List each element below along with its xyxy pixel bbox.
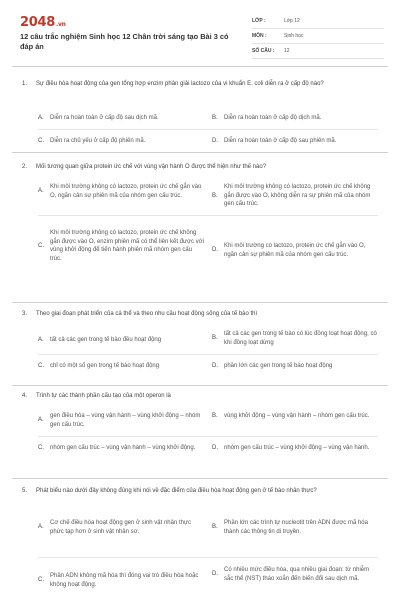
option-text: tất cả các gen trong tế bào có lúc đồng loạt hoạt động, có khi đồng loạt dừng xyxy=(224,331,377,346)
option-text: phần lớn các gen trong tế bào hoạt động xyxy=(224,363,333,369)
meta-value: Lớp 12 xyxy=(284,18,300,24)
question-divider xyxy=(12,152,388,153)
option-text: chỉ có một số gen trong tế bào hoạt động xyxy=(50,363,160,369)
meta-row-class xyxy=(252,14,384,29)
question-stem xyxy=(22,392,362,401)
option-text: Phần lớn các trình tự nucleotit trên ADN được mã hóa thành các thông tin di truyền. xyxy=(224,520,368,535)
question-stem xyxy=(22,310,362,319)
logo-text: 2048 xyxy=(20,15,55,30)
option-text: Diễn ra chủ yếu ở cấp độ phiên mã. xyxy=(50,138,146,144)
option-text: nhóm gen cấu trúc – vùng vận hành – vùng khởi động. xyxy=(50,445,196,451)
meta-label: MÔN : xyxy=(252,33,267,39)
option-c[interactable] xyxy=(38,137,204,146)
option-divider xyxy=(38,557,378,558)
question-number: 4. xyxy=(22,393,28,399)
option-b[interactable] xyxy=(212,412,378,421)
option-text: gen điều hòa – vùng vận hành – vùng khởi động – nhóm gen cấu trúc. xyxy=(50,413,201,428)
option-a[interactable] xyxy=(38,519,204,536)
header-divider xyxy=(12,66,388,67)
question-stem xyxy=(22,163,362,172)
option-letter: D. xyxy=(212,363,218,369)
meta-value: Sinh học xyxy=(284,33,304,39)
option-d[interactable] xyxy=(212,362,378,371)
option-divider xyxy=(38,354,378,355)
option-letter: B. xyxy=(212,192,218,199)
question-divider xyxy=(12,302,388,303)
option-letter: C. xyxy=(38,577,44,584)
site-logo[interactable] xyxy=(20,15,66,30)
option-text: Diễn ra hoàn toàn ở cấp độ dịch mã. xyxy=(224,115,322,121)
option-letter: A. xyxy=(38,337,44,343)
option-letter: C. xyxy=(38,242,44,249)
option-b[interactable] xyxy=(212,114,378,123)
meta-label: LỚP : xyxy=(252,18,266,24)
option-letter: D. xyxy=(212,571,218,578)
option-letter: A. xyxy=(38,115,44,121)
option-letter: B. xyxy=(212,115,218,121)
document-title: 12 câu trắc nghiệm Sinh học 12 Chân trời sáng tạo Bài 3 có đáp án xyxy=(20,32,229,51)
option-letter: B. xyxy=(212,524,218,531)
option-d[interactable] xyxy=(212,444,378,453)
question-number: 2. xyxy=(22,164,28,170)
option-divider xyxy=(38,129,378,130)
option-letter: C. xyxy=(38,445,44,451)
question-divider xyxy=(12,385,388,386)
meta-row-subject xyxy=(252,29,384,44)
meta-label: SỐ CÂU : xyxy=(252,48,275,54)
question-text: Sự điều hòa hoạt động của gen tổng hợp enzim phân giải lactozo của vi khuẩn E. coli diễn ra ở cấp độ nào? xyxy=(36,81,324,87)
option-text: Khi môi trường không có lactozo, protein ức chế không gắn được vào O, enzim phiên mã có thể liên kết được với vùng khởi động để tiến hành phiên mã nhóm gen cấu trúc. xyxy=(50,230,204,262)
option-d[interactable] xyxy=(212,137,378,146)
option-letter: A. xyxy=(38,417,44,424)
question-number: 3. xyxy=(22,311,28,317)
option-a[interactable] xyxy=(38,412,204,429)
question-text: Phát biểu nào dưới đây không đúng khi nói về đặc điểm của điều hòa hoạt động gen ở tế bào nhân thực? xyxy=(36,488,317,494)
option-a[interactable] xyxy=(38,183,204,200)
option-letter: C. xyxy=(38,138,44,144)
option-letter: C. xyxy=(38,363,44,369)
option-letter: A. xyxy=(38,188,44,195)
option-text: Cơ chế điều hòa hoạt động gen ở sinh vật nhân thực phức tạp hơn ở sinh vật nhân sơ. xyxy=(50,520,191,535)
option-text: Khi môi trường có lactozo, protein ức chế gắn vào O, ngăn cản sự phiên mã của nhóm gen cấu trúc. xyxy=(224,243,366,258)
option-c[interactable] xyxy=(38,572,204,589)
question-number: 5. xyxy=(22,488,28,494)
option-b[interactable] xyxy=(212,183,378,209)
option-text: tất cả các gen trong tế bào đều hoạt động xyxy=(50,337,162,343)
option-d[interactable] xyxy=(212,242,378,259)
option-letter: B. xyxy=(212,413,218,419)
option-c[interactable] xyxy=(38,444,204,453)
option-text: Có nhiều mức điều hòa, qua nhiều giai đoạn: từ nhiễm sắc thể (NST) tháo xoắn đến biến đổi sau dịch mã. xyxy=(224,567,370,582)
question-text: Mối tương quan giữa protein ức chế với vùng vận hành O được thể hiện như thế nào? xyxy=(36,164,267,170)
option-text: Phần ADN không mã hóa thì đóng vai trò điều hòa hoặc không hoạt động. xyxy=(50,573,199,588)
question-text: Theo giai đoạn phát triển của cá thể và theo nhu cầu hoạt động sống của tế bào thì xyxy=(36,311,258,317)
option-text: Diễn ra hoàn toàn ở cấp độ sau dịch mã. xyxy=(50,115,159,121)
question-divider xyxy=(12,478,388,479)
option-letter: D. xyxy=(212,247,218,254)
option-text: Khi môi trường không có lactozo, protein ức chế gắn vào O, ngăn cản sự phiên mã của nhóm gen cấu trúc. xyxy=(50,184,202,199)
question-stem xyxy=(22,487,362,496)
option-divider xyxy=(38,436,378,437)
document-meta xyxy=(252,14,384,59)
option-letter: D. xyxy=(212,445,218,451)
option-c[interactable] xyxy=(38,362,204,371)
option-a[interactable] xyxy=(38,336,204,345)
option-b[interactable] xyxy=(212,519,378,536)
question-number: 1. xyxy=(22,81,28,87)
option-d[interactable] xyxy=(212,566,378,583)
question-text: Trình tự các thành phần cấu tạo của một operon là xyxy=(36,393,171,399)
option-letter: D. xyxy=(212,138,218,144)
option-a[interactable] xyxy=(38,114,204,123)
option-divider xyxy=(38,215,378,216)
question-stem xyxy=(22,80,362,89)
option-text: Diễn ra hoàn toàn ở cấp độ sau phiên mã. xyxy=(224,138,337,144)
meta-row-count xyxy=(252,44,384,59)
meta-value: 12 xyxy=(284,48,290,54)
option-letter: B. xyxy=(212,335,218,342)
option-text: vùng khởi động – vùng vận hành – nhóm gen cấu trúc. xyxy=(224,413,370,419)
option-b[interactable] xyxy=(212,330,378,347)
option-text: nhóm gen cấu trúc – vùng khởi động – vùng vận hành. xyxy=(224,445,370,451)
option-text: Khi môi trường không có lactozo, protein ức chế không gắn được vào O, không diễn ra sự phiên mã của nhóm gen cấu trúc. xyxy=(224,184,371,207)
option-c[interactable] xyxy=(38,229,204,263)
option-letter: A. xyxy=(38,524,44,531)
logo-suffix: .vn xyxy=(55,21,66,28)
document-header xyxy=(0,0,400,66)
